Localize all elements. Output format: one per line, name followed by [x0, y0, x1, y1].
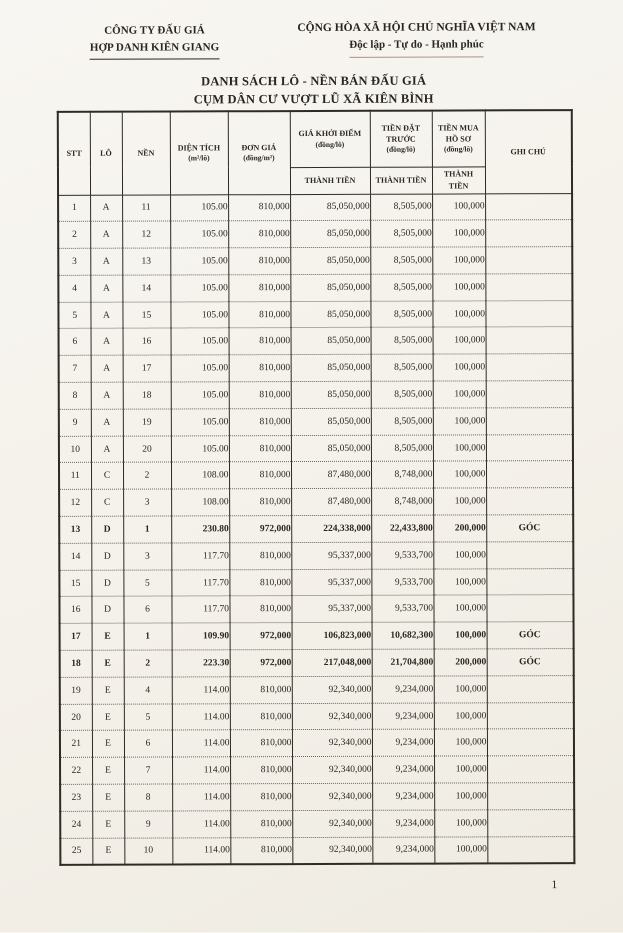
- cell-stt: 11: [59, 463, 91, 490]
- cell-dien-tich: 114.00: [172, 730, 230, 757]
- cell-tien-mua-ho-so: 100,000: [434, 810, 487, 837]
- subheader-thanh-tien-1: THÀNH TIỀN: [290, 167, 370, 194]
- cell-tien-mua-ho-so: 100,000: [433, 595, 486, 622]
- header-gia-khoi-diem: GIÁ KHỞI ĐIỂM (đồng/lô): [290, 111, 370, 167]
- cell-dien-tich: 109.90: [172, 623, 230, 650]
- cell-tien-dat-truoc: 9,234,000: [372, 730, 434, 757]
- cell-dien-tich: 117.70: [171, 543, 229, 570]
- cell-nen: 3: [123, 543, 171, 570]
- cell-tien-mua-ho-so: 100,000: [434, 756, 487, 783]
- cell-lo: E: [92, 677, 124, 704]
- cell-don-gia: 810,000: [230, 703, 292, 730]
- cell-stt: 3: [58, 248, 90, 275]
- cell-don-gia: 810,000: [229, 569, 291, 596]
- cell-tien-dat-truoc: 9,533,700: [371, 569, 433, 596]
- cell-gia-khoi-diem: 85,050,000: [291, 408, 371, 435]
- header-ghi-chu: GHI CHÚ: [485, 110, 572, 193]
- cell-gia-khoi-diem: 92,340,000: [292, 730, 372, 757]
- cell-lo: A: [91, 355, 123, 382]
- cell-gia-khoi-diem: 92,340,000: [292, 676, 372, 703]
- cell-tien-dat-truoc: 8,748,000: [371, 488, 433, 515]
- cell-nen: 12: [122, 221, 170, 248]
- cell-dien-tich: 114.00: [172, 811, 230, 838]
- cell-tien-mua-ho-so: 100,000: [433, 354, 486, 381]
- cell-ghi-chu: GÓC: [487, 649, 574, 676]
- cell-don-gia: 810,000: [229, 596, 291, 623]
- cell-dien-tich: 114.00: [172, 784, 230, 811]
- table-header: [58, 110, 572, 195]
- table-row: [59, 541, 573, 570]
- table-row: [60, 809, 574, 838]
- cell-tien-dat-truoc: 8,505,000: [371, 408, 433, 435]
- document-title-line2: CỤM DÂN CƯ VƯỢT LŨ XÃ KIÊN BÌNH: [193, 91, 434, 107]
- cell-lo: D: [91, 597, 123, 624]
- cell-lo: E: [92, 838, 124, 865]
- cell-tien-mua-ho-so: 100,000: [433, 488, 486, 515]
- cell-stt: 25: [60, 838, 92, 865]
- cell-gia-khoi-diem: 92,340,000: [292, 810, 372, 837]
- cell-ghi-chu: [486, 434, 573, 461]
- cell-gia-khoi-diem: 95,337,000: [291, 569, 371, 596]
- document-title-line1: DANH SÁCH LÔ - NỀN BÁN ĐẤU GIÁ: [201, 73, 427, 89]
- cell-tien-mua-ho-so: 100,000: [433, 327, 486, 354]
- cell-tien-dat-truoc: 8,505,000: [371, 381, 433, 408]
- cell-stt: 5: [58, 302, 90, 329]
- cell-don-gia: 810,000: [229, 355, 291, 382]
- cell-tien-dat-truoc: 8,505,000: [370, 247, 432, 274]
- cell-nen: 6: [123, 596, 171, 623]
- cell-ghi-chu: [486, 541, 573, 568]
- cell-tien-mua-ho-so: 100,000: [432, 193, 485, 220]
- table-row: [59, 434, 573, 463]
- cell-ghi-chu: [486, 568, 573, 595]
- document-title: [57, 71, 571, 109]
- cell-lo: A: [90, 302, 122, 329]
- cell-gia-khoi-diem: 87,480,000: [291, 462, 371, 489]
- cell-stt: 17: [60, 624, 92, 651]
- cell-lo: D: [91, 543, 123, 570]
- cell-tien-dat-truoc: 8,505,000: [370, 194, 432, 221]
- cell-ghi-chu: GÓC: [487, 622, 574, 649]
- cell-dien-tich: 105.00: [170, 275, 228, 302]
- cell-lo: E: [92, 784, 124, 811]
- cell-don-gia: 810,000: [229, 542, 291, 569]
- cell-gia-khoi-diem: 85,050,000: [291, 435, 371, 462]
- cell-gia-khoi-diem: 224,338,000: [291, 515, 371, 542]
- cell-dien-tich: 105.00: [171, 435, 229, 462]
- cell-nen: 7: [124, 757, 172, 784]
- cell-tien-dat-truoc: 9,234,000: [372, 783, 434, 810]
- cell-tien-mua-ho-so: 200,000: [433, 515, 486, 542]
- cell-lo: E: [92, 757, 124, 784]
- header-lo: LÔ: [90, 112, 122, 195]
- cell-stt: 24: [60, 811, 92, 838]
- cell-don-gia: 810,000: [230, 810, 292, 837]
- cell-gia-khoi-diem: 85,050,000: [290, 221, 370, 248]
- cell-tien-dat-truoc: 9,234,000: [372, 676, 434, 703]
- cell-gia-khoi-diem: 95,337,000: [291, 596, 371, 623]
- cell-nen: 3: [123, 489, 171, 516]
- cell-gia-khoi-diem: 85,050,000: [291, 328, 371, 355]
- cell-tien-mua-ho-so: 100,000: [432, 247, 485, 274]
- cell-dien-tich: 105.00: [171, 328, 229, 355]
- header-don-gia-unit: (đồng/m²): [243, 153, 275, 163]
- cell-tien-dat-truoc: 9,234,000: [372, 810, 434, 837]
- cell-stt: 18: [60, 650, 92, 677]
- letterhead-company: [66, 22, 242, 60]
- cell-stt: 9: [59, 409, 91, 436]
- cell-gia-khoi-diem: 85,050,000: [290, 274, 370, 301]
- cell-dien-tich: 230.80: [171, 516, 229, 543]
- cell-ghi-chu: [487, 675, 574, 702]
- cell-ghi-chu: [487, 809, 574, 836]
- header-tien-dat-truoc-unit: (đồng/lô): [386, 144, 416, 154]
- cell-tien-dat-truoc: 8,505,000: [370, 274, 432, 301]
- table-row: [60, 756, 574, 785]
- table-row: [59, 354, 573, 383]
- table-row: [60, 783, 574, 812]
- header-tien-mua-ho-so-unit: (đồng/lô): [443, 144, 473, 154]
- cell-tien-dat-truoc: 8,505,000: [371, 354, 433, 381]
- cell-don-gia: 810,000: [230, 730, 292, 757]
- cell-dien-tich: 105.00: [170, 194, 228, 221]
- table-row: [58, 273, 572, 302]
- table-row: [60, 675, 574, 704]
- cell-tien-mua-ho-so: 100,000: [434, 783, 487, 810]
- cell-lo: D: [91, 570, 123, 597]
- cell-tien-dat-truoc: 8,505,000: [370, 220, 432, 247]
- cell-nen: 4: [124, 677, 172, 704]
- cell-don-gia: 810,000: [229, 435, 291, 462]
- table-row: [59, 381, 573, 410]
- header-tien-dat-truoc: TIỀN ĐẶT TRƯỚC (đồng/lô): [370, 111, 432, 167]
- header-dien-tich: DIỆN TÍCH (m²/lô): [170, 111, 228, 194]
- cell-tien-mua-ho-so: 100,000: [433, 435, 486, 462]
- cell-gia-khoi-diem: 92,340,000: [292, 703, 372, 730]
- cell-stt: 19: [60, 677, 92, 704]
- cell-nen: 17: [123, 355, 171, 382]
- table-row: [59, 515, 573, 544]
- header-nen: NỀN: [122, 111, 170, 194]
- cell-dien-tich: 108.00: [171, 462, 229, 489]
- cell-ghi-chu: [486, 595, 573, 622]
- cell-ghi-chu: [485, 300, 572, 327]
- cell-stt: 20: [60, 704, 92, 731]
- table-row: [59, 488, 573, 517]
- letterhead-national: [270, 19, 562, 58]
- cell-nen: 10: [124, 838, 172, 865]
- table-row: [58, 247, 572, 276]
- table-row: [60, 649, 574, 678]
- cell-don-gia: 810,000: [230, 837, 292, 864]
- cell-don-gia: 810,000: [229, 382, 291, 409]
- cell-ghi-chu: [486, 327, 573, 354]
- cell-ghi-chu: [486, 381, 573, 408]
- cell-tien-dat-truoc: 10,682,300: [372, 622, 434, 649]
- cell-lo: A: [91, 329, 123, 356]
- cell-nen: 5: [123, 570, 171, 597]
- cell-tien-mua-ho-so: 100,000: [432, 301, 485, 328]
- cell-ghi-chu: [485, 193, 572, 220]
- cell-ghi-chu: [487, 756, 574, 783]
- cell-don-gia: 810,000: [228, 301, 290, 328]
- cell-stt: 10: [59, 436, 91, 463]
- cell-stt: 16: [59, 597, 91, 624]
- national-motto-line2: Độc lập - Tự do - Hạnh phúc: [349, 37, 484, 58]
- cell-ghi-chu: [486, 488, 573, 515]
- cell-dien-tich: 114.00: [172, 757, 230, 784]
- cell-lo: E: [92, 811, 124, 838]
- cell-don-gia: 810,000: [230, 676, 292, 703]
- company-name-line2: HỢP DANH KIÊN GIANG: [90, 39, 219, 59]
- cell-ghi-chu: GÓC: [486, 515, 573, 542]
- table-row: [58, 193, 572, 222]
- cell-gia-khoi-diem: 85,050,000: [291, 381, 371, 408]
- cell-gia-khoi-diem: 106,823,000: [292, 623, 372, 650]
- cell-tien-mua-ho-so: 100,000: [433, 381, 486, 408]
- cell-stt: 23: [60, 784, 92, 811]
- cell-tien-mua-ho-so: 100,000: [434, 622, 487, 649]
- cell-stt: 7: [59, 356, 91, 383]
- cell-tien-dat-truoc: 9,234,000: [372, 756, 434, 783]
- table-row: [60, 622, 574, 651]
- cell-tien-dat-truoc: 9,533,700: [371, 596, 433, 623]
- cell-nen: 15: [122, 302, 170, 329]
- header-dien-tich-unit: (m²/lô): [188, 153, 210, 163]
- table-row: [58, 220, 572, 249]
- cell-tien-dat-truoc: 8,505,000: [370, 301, 432, 328]
- table-row: [59, 327, 573, 356]
- cell-don-gia: 810,000: [229, 408, 291, 435]
- cell-tien-dat-truoc: 8,505,000: [371, 435, 433, 462]
- cell-lo: A: [90, 195, 122, 222]
- cell-stt: 6: [59, 329, 91, 356]
- cell-tien-mua-ho-so: 100,000: [433, 461, 486, 488]
- cell-dien-tich: 114.00: [172, 837, 230, 864]
- table-row: [59, 407, 573, 436]
- cell-lo: A: [90, 248, 122, 275]
- page-number: 1: [551, 879, 558, 892]
- table-row: [58, 300, 572, 329]
- cell-nen: 8: [124, 784, 172, 811]
- cell-lo: C: [91, 463, 123, 490]
- cell-stt: 2: [58, 222, 90, 249]
- table-body: [58, 193, 574, 865]
- cell-tien-dat-truoc: 21,704,800: [372, 649, 434, 676]
- cell-don-gia: 810,000: [230, 757, 292, 784]
- cell-don-gia: 810,000: [228, 221, 290, 248]
- cell-gia-khoi-diem: 92,340,000: [292, 837, 372, 864]
- cell-don-gia: 810,000: [230, 784, 292, 811]
- cell-ghi-chu: [485, 273, 572, 300]
- subheader-thanh-tien-2: THÀNH TIỀN: [370, 167, 432, 194]
- cell-ghi-chu: [487, 836, 574, 863]
- cell-dien-tich: 105.00: [171, 355, 229, 382]
- cell-nen: 14: [122, 275, 170, 302]
- cell-lo: A: [90, 275, 122, 302]
- cell-nen: 9: [124, 811, 172, 838]
- cell-tien-mua-ho-so: 100,000: [433, 569, 486, 596]
- cell-gia-khoi-diem: 92,340,000: [292, 783, 372, 810]
- cell-ghi-chu: [486, 461, 573, 488]
- cell-nen: 16: [123, 328, 171, 355]
- table-row: [59, 568, 573, 597]
- company-name-line1: CÔNG TY ĐẤU GIÁ: [104, 24, 205, 37]
- header-gia-khoi-diem-unit: (đồng/lô): [315, 139, 345, 149]
- cell-tien-dat-truoc: 8,748,000: [371, 462, 433, 489]
- auction-table: [57, 109, 576, 866]
- cell-dien-tich: 117.70: [171, 569, 229, 596]
- cell-ghi-chu: [487, 729, 574, 756]
- cell-dien-tich: 105.00: [170, 248, 228, 275]
- cell-stt: 21: [60, 731, 92, 758]
- cell-gia-khoi-diem: 85,050,000: [290, 194, 370, 221]
- cell-gia-khoi-diem: 92,340,000: [292, 757, 372, 784]
- cell-lo: D: [91, 516, 123, 543]
- cell-gia-khoi-diem: 95,337,000: [291, 542, 371, 569]
- cell-ghi-chu: [486, 354, 573, 381]
- cell-tien-mua-ho-so: 200,000: [434, 649, 487, 676]
- cell-nen: 1: [124, 623, 172, 650]
- cell-stt: 4: [58, 275, 90, 302]
- cell-gia-khoi-diem: 217,048,000: [292, 649, 372, 676]
- cell-nen: 13: [122, 248, 170, 275]
- cell-lo: E: [92, 650, 124, 677]
- cell-tien-mua-ho-so: 100,000: [434, 729, 487, 756]
- national-motto-line1: CỘNG HÒA XÃ HỘI CHỦ NGHĨA VIỆT NAM: [297, 21, 536, 35]
- cell-stt: 13: [59, 516, 91, 543]
- cell-nen: 2: [123, 462, 171, 489]
- cell-dien-tich: 105.00: [170, 301, 228, 328]
- cell-lo: E: [92, 731, 124, 758]
- cell-dien-tich: 105.00: [170, 221, 228, 248]
- cell-gia-khoi-diem: 87,480,000: [291, 489, 371, 516]
- cell-tien-dat-truoc: 22,433,800: [371, 515, 433, 542]
- cell-nen: 20: [123, 436, 171, 463]
- cell-dien-tich: 223.30: [172, 650, 230, 677]
- cell-tien-mua-ho-so: 100,000: [432, 220, 485, 247]
- cell-dien-tich: 108.00: [171, 489, 229, 516]
- table-row: [59, 595, 573, 624]
- cell-lo: A: [91, 436, 123, 463]
- cell-stt: 8: [59, 382, 91, 409]
- cell-ghi-chu: [487, 702, 574, 729]
- cell-tien-mua-ho-so: 100,000: [432, 274, 485, 301]
- cell-lo: E: [92, 704, 124, 731]
- cell-lo: E: [92, 623, 124, 650]
- header-don-gia: ĐƠN GIÁ (đồng/m²): [228, 111, 290, 194]
- header-stt: STT: [58, 112, 90, 195]
- cell-tien-dat-truoc: 9,234,000: [372, 703, 434, 730]
- cell-dien-tich: 105.00: [171, 382, 229, 409]
- cell-lo: A: [91, 409, 123, 436]
- cell-gia-khoi-diem: 85,050,000: [290, 247, 370, 274]
- cell-nen: 5: [124, 704, 172, 731]
- table-row: [60, 729, 574, 758]
- cell-nen: 6: [124, 730, 172, 757]
- cell-don-gia: 810,000: [228, 194, 290, 221]
- cell-don-gia: 810,000: [229, 328, 291, 355]
- cell-tien-dat-truoc: 8,505,000: [371, 328, 433, 355]
- cell-nen: 19: [123, 409, 171, 436]
- cell-don-gia: 810,000: [228, 248, 290, 275]
- table-row: [59, 461, 573, 490]
- cell-gia-khoi-diem: 85,050,000: [290, 301, 370, 328]
- cell-ghi-chu: [487, 783, 574, 810]
- cell-nen: 2: [124, 650, 172, 677]
- cell-don-gia: 972,000: [230, 623, 292, 650]
- cell-stt: 14: [59, 543, 91, 570]
- cell-lo: A: [90, 221, 122, 248]
- cell-lo: C: [91, 489, 123, 516]
- cell-tien-mua-ho-so: 100,000: [433, 408, 486, 435]
- cell-dien-tich: 114.00: [172, 703, 230, 730]
- cell-tien-mua-ho-so: 100,000: [433, 542, 486, 569]
- cell-don-gia: 810,000: [229, 462, 291, 489]
- cell-dien-tich: 105.00: [171, 409, 229, 436]
- cell-tien-dat-truoc: 9,533,700: [371, 542, 433, 569]
- cell-tien-mua-ho-so: 100,000: [434, 837, 487, 864]
- cell-dien-tich: 117.70: [171, 596, 229, 623]
- cell-gia-khoi-diem: 85,050,000: [291, 355, 371, 382]
- cell-don-gia: 972,000: [229, 516, 291, 543]
- cell-tien-mua-ho-so: 100,000: [434, 703, 487, 730]
- cell-tien-mua-ho-so: 100,000: [434, 676, 487, 703]
- cell-stt: 22: [60, 758, 92, 785]
- cell-stt: 12: [59, 490, 91, 517]
- cell-don-gia: 810,000: [229, 489, 291, 516]
- cell-stt: 1: [58, 195, 90, 222]
- cell-ghi-chu: [485, 220, 572, 247]
- header-tien-mua-ho-so: TIỀN MUA HỒ SƠ (đồng/lô): [432, 110, 485, 166]
- table-row: [60, 702, 574, 731]
- cell-ghi-chu: [485, 247, 572, 274]
- table-row: [60, 836, 574, 865]
- cell-dien-tich: 114.00: [172, 677, 230, 704]
- cell-ghi-chu: [486, 407, 573, 434]
- subheader-thanh-tien-3: THÀNH TIỀN: [432, 166, 485, 193]
- cell-nen: 18: [123, 382, 171, 409]
- cell-nen: 11: [122, 194, 170, 221]
- cell-nen: 1: [123, 516, 171, 543]
- cell-don-gia: 972,000: [230, 650, 292, 677]
- cell-lo: A: [91, 382, 123, 409]
- cell-stt: 15: [59, 570, 91, 597]
- cell-tien-dat-truoc: 9,234,000: [372, 837, 434, 864]
- cell-don-gia: 810,000: [228, 274, 290, 301]
